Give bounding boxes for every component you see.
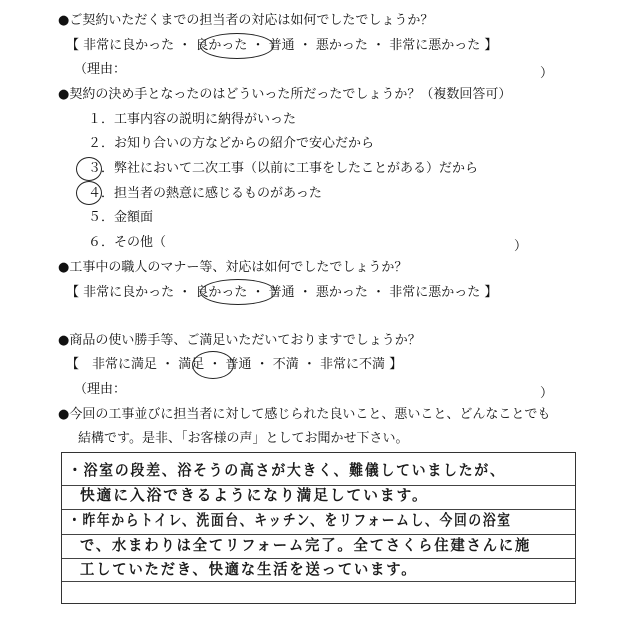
q2-other-close: ） (514, 239, 528, 254)
q2-item-3-circle (76, 157, 102, 181)
answer-box (61, 452, 576, 604)
q2-item-6: ６．その他（ (88, 235, 167, 250)
q3-question: ●工事中の職人のマナー等、対応は如何でしたでしょうか？ (58, 260, 408, 275)
q1-question: ●ご契約いただくまでの担当者の対応は如何でしたでしょうか？ (58, 13, 434, 28)
q2-question: ●契約の決め手となったのはどういった所だったでしょうか？（複数回答可） (58, 87, 512, 102)
q2-item-4-circle (76, 181, 102, 205)
q2-item-5: ５．金額面 (88, 210, 154, 225)
q2-item-1: １．工事内容の説明に納得がいった (88, 112, 297, 127)
answer-line-1: ・浴室の段差、浴そうの高さが大きく、難儀していましたが、 (68, 461, 506, 479)
q4-options: 【 非常に満足 ・ 満足 ・ 普通 ・ 不満 ・ 非常に不満 】 (66, 357, 403, 372)
q5-question-line1: ●今回の工事並びに担当者に対して感じられた良いこと、悪いこと、どんなことでも (58, 407, 551, 422)
q4-reason-label: （理由： (74, 382, 127, 397)
q5-question-line2: 結構です。是非、「お客様の声」としてお聞かせ下さい。 (78, 431, 409, 446)
q4-selected-circle (192, 351, 234, 379)
q3-options: 【 非常に良かった ・ 良かった ・ 普通 ・ 悪かった ・ 非常に悪かった 】 (66, 285, 498, 300)
q1-selected-circle (200, 33, 274, 59)
q1-reason-label: （理由： (74, 62, 127, 77)
q4-reason-close: ） (540, 386, 554, 401)
answer-line-4: で、水まわりは全てリフォーム完了。全てさくら住建さんに施 (80, 536, 532, 554)
q1-options: 【 非常に良かった ・ 良かった ・ 普通 ・ 悪かった ・ 非常に悪かった 】 (66, 38, 498, 53)
q2-item-4: ４．担当者の熱意に感じるものがあった (88, 186, 322, 201)
answer-rule (62, 581, 575, 582)
answer-line-2: 快適に入浴できるようになり満足しています。 (80, 486, 429, 504)
q4-question: ●商品の使い勝手等、ご満足いただいておりますでしょうか？ (58, 333, 421, 348)
q2-item-3: ３．弊社において二次工事（以前に工事をしたことがある）だから (88, 161, 479, 176)
q2-item-2: ２．お知り合いの方などからの紹介で安心だから (88, 136, 375, 151)
q1-reason-close: ） (540, 66, 554, 81)
answer-line-5: 工していただき、快適な生活を送っています。 (80, 560, 418, 578)
q3-selected-circle (200, 279, 276, 305)
answer-line-3: ・昨年からトイレ、洗面台、キッチン、をリフォームし、今回の浴室 (68, 511, 512, 529)
